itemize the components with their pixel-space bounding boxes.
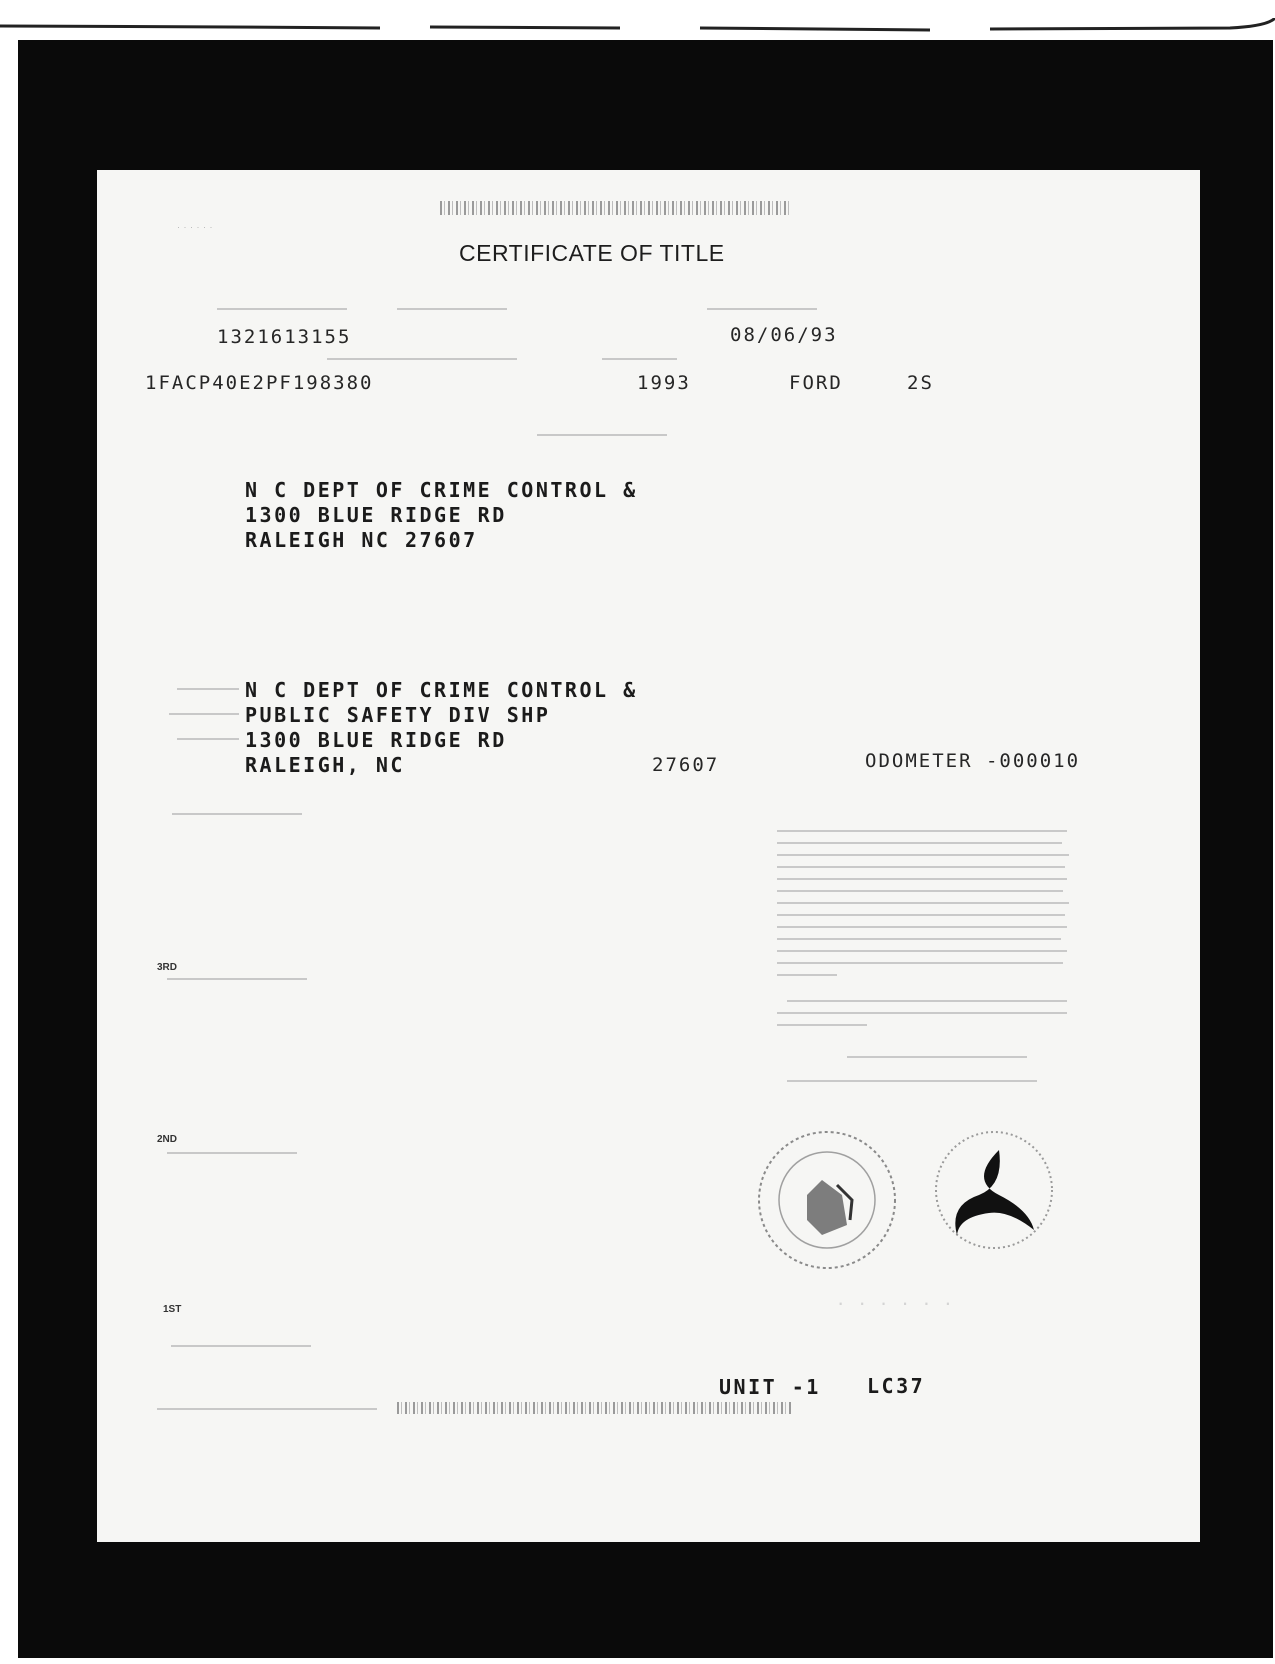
- form-code: LC37: [867, 1374, 926, 1398]
- certificate-paper: [97, 170, 1200, 1542]
- owner-line-3: RALEIGH NC 27607: [245, 528, 478, 552]
- odometer-reading: ODOMETER -000010: [865, 750, 1081, 772]
- owner-line-1: N C DEPT OF CRIME CONTROL &: [245, 478, 638, 502]
- vin-number: 1FACP40E2PF198380: [145, 372, 374, 394]
- state-seal-icon: [752, 1125, 902, 1275]
- faint-serial-stamp: · · · · · ·: [837, 1290, 956, 1315]
- dot-seal-icon: [929, 1125, 1059, 1255]
- mailing-line-1: N C DEPT OF CRIME CONTROL &: [245, 678, 638, 702]
- second-lien-label: 2ND: [157, 1134, 178, 1145]
- vehicle-body: 2S: [907, 372, 934, 394]
- title-number: 1321613155: [217, 326, 352, 348]
- faint-header-mark: · · · · · ·: [177, 222, 213, 232]
- vehicle-make: FORD: [789, 372, 843, 394]
- first-lien-label: 1ST: [163, 1304, 182, 1315]
- document-title: CERTIFICATE OF TITLE: [459, 240, 725, 266]
- mailing-line-3: 1300 BLUE RIDGE RD: [245, 728, 507, 752]
- unit-number: UNIT -1: [719, 1375, 821, 1399]
- owner-line-2: 1300 BLUE RIDGE RD: [245, 503, 507, 527]
- footer-barcode: [397, 1402, 792, 1414]
- mailing-city: RALEIGH, NC: [245, 753, 405, 777]
- third-lien-label: 3RD: [157, 962, 178, 973]
- issue-date: 08/06/93: [730, 324, 838, 346]
- header-barcode: [440, 201, 790, 215]
- mailing-zip: 27607: [652, 754, 720, 776]
- mailing-line-2: PUBLIC SAFETY DIV SHP: [245, 703, 551, 727]
- vehicle-year: 1993: [637, 372, 691, 394]
